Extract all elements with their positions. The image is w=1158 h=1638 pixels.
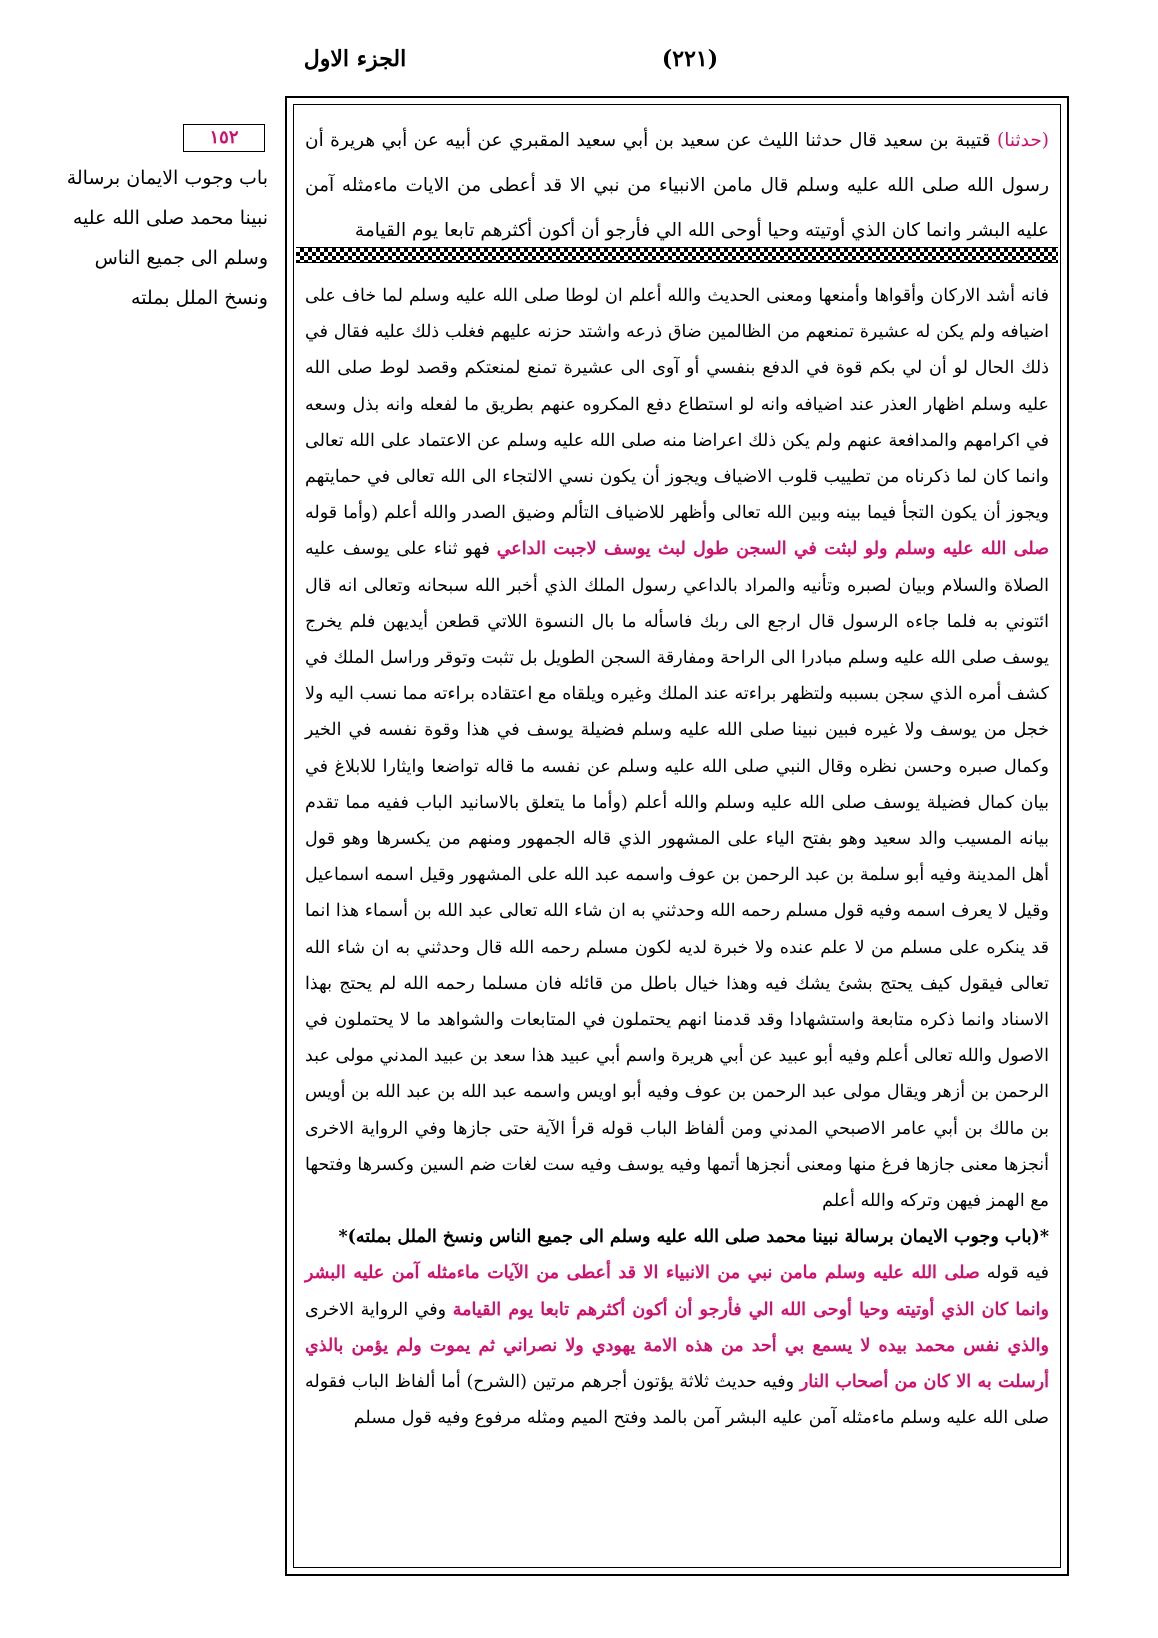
commentary-text-2: فهو ثناء على يوسف عليه الصلاة والسلام وبيان لصبره وتأنيه والمراد بالداعي رسول الملك الذي أخبر الله سبحانه وتعالى انه قال ائتوني به فلما جاءه الرسول قال ارجع الى ربك فاسأله ما بال النسوة اللاتي قطعن أيديهن فلم يخرج يوسف صلى الله عليه وسلم مبادرا الى الراحة ومفارقة السجن الطويل بل تثبت وتوقر وراسل الملك في كشف أمره الذي سجن بسببه ولتظهر براءته عند الملك وغيره ويلقاه مع اعتقاده براءته مما نسب اليه ولا خجل من يوسف ولا غيره فبين نبينا صلى الله عليه وسلم فضيلة يوسف في هذا وقوة نفسه في الخير وكمال صبره وحسن نظره وقال النبي صلى الله عليه وسلم عن نفسه ما قاله تواضعا وايثارا للابلاغ في بيان كمال فضيلة يوسف صلى الله عليه وسلم والله أعلم (وأما ما يتعلق بالاسانيد الباب ففيه مما تقدم بيانه المسيب والد سعيد وهو بفتح الياء على المشهور الذي قاله الجمهور ومنهم من يكسرها وهو قول أهل المدينة وفيه أبو سلمة بن عبد الرحمن بن عوف واسمه عبد الله على المشهور وقيل اسمه اسماعيل وقيل لا يعرف اسمه وفيه قول مسلم رحمه الله وحدثني به ان شاء الله تعالى عبد الله بن أسماء هذا انما قد ينكره على مسلم من لا علم عنده ولا خبرة لديه لكون مسلم رحمه الله قال وحدثني به ان شاء الله تعالى فيقول كيف يحتج بشئ يشك فيه وهذا خيال باطل من قائله فان مسلما رحمه الله لم يحتج بهذا الاسناد وانما ذكره متابعة واستشهادا وقد قدمنا انهم يحتملون في المتابعات والشواهد ما لا يحتملون في الاصول والله تعالى أعلم وفيه أبو عبيد عن أبي هريرة واسم أبي عبيد هذا سعد بن عبيد المدني مولى عبد الرحمن بن أزهر ويقال مولى عبد الرحمن بن عوف وفيه أبو اويس واسمه عبد الله بن عبد الله بن أويس بن مالك بن أبي عامر الاصبحي المدني ومن ألفاظ الباب قوله قرأ الآية حتى جازها وفي الرواية الاخرى أنجزها معنى جازها فرغ منها ومعنى أنجزها أتمها وفيه يوسف وفيه ست لغات ضم السين وكسرها وفتحها مع الهمز فيهن وتركه والله أعلم <box>305 539 1049 1212</box>
commentary-text-1: فانه أشد الاركان وأقواها وأمنعها ومعنى الحديث والله أعلم ان لوطا صلى الله عليه وسلم لما خاف على اضيافه ولم يكن له عشيرة تمنعهم من الظالمين ضاق ذرعه واشتد حزنه عليهم فغلب ذلك عليه فقال في ذلك الحال لو أن لي بكم قوة في الدفع بنفسي أو آوى الى عشيرة تمنع لمنعتكم وقصد لوط صلى الله عليه وسلم اظهار العذر عند اضيافه وانه لو استطاع دفع المكروه عنهم بطريق ما لفعله وانه بذل وسعه في اكرامهم والمدافعة عنهم ولم يكن ذلك اعراضا منه صلى الله عليه وسلم عن الاعتماد على الله تعالى وانما كان لما ذكرناه من تطييب قلوب الاضياف ويجوز أن يكون نسي الالتجاء الى الله تعالى في حمايتهم ويجوز أن يكون التجأ فيما بينه وبين الله تعالى وأظهر للاضياف التألم وضيق الصدر والله أعلم (وأما قوله <box>305 286 1049 524</box>
quote2-tail: وفي الرواية الاخرى <box>305 1299 447 1320</box>
marginal-chapter-title: باب وجوب الايمان برسالة نبينا محمد صلى الله عليه وسلم الى جميع الناس ونسخ الملل بملته <box>66 167 268 309</box>
checkered-divider <box>296 247 1058 263</box>
chapter-heading: *(باب وجوب الايمان برسالة نبينا محمد صلى الله عليه وسلم الى جميع الناس ونسخ الملل بملته)* <box>338 1227 1049 1248</box>
quote2-intro: قوله <box>986 1263 1019 1284</box>
commentary-text-3: وفيه حديث ثلاثة يؤتون أجرهم مرتين (الشرح) أما ألفاظ الباب فقوله صلى الله عليه وسلم ماءمثله آمن عليه البشر آمن بالمد وفتح الميم ومثله مرفوع وفيه قول مسلم <box>305 1372 1049 1429</box>
hadith-text: قتيبة بن سعيد قال حدثنا الليث عن سعيد بن أبي سعيد المقبري عن أبيه عن أبي هريرة أن رسول الله صلى الله عليه وسلم قال مامن الانبياء من نبي الا قد أعطى من الايات ماءمثله آمن عليه البشر وانما كان الذي أوتيته وحيا أوحى الله الي فأرجو أن أكون أكثرهم تابعا يوم القيامة <box>305 130 1049 241</box>
hadith-opening: (حدثنا) <box>997 130 1049 151</box>
commentary-paragraph <box>305 278 1049 1219</box>
quote-yusuf: صلى الله عليه وسلم ولو لبثت في السجن طول لبث يوسف لاجبت الداعي <box>496 539 1049 560</box>
quote-prophets: صلى الله عليه وسلم مامن نبي من الانبياء الا قد أعطى من الآيات ماءمثله آمن عليه البشر وانما كان الذي أوتيته وحيا أوحى الله الي فأرجو أن أكون أكثرهم تابعا يوم القيامة <box>305 1263 1049 1320</box>
marginal-number: ١٥٢ <box>183 124 265 152</box>
quote-oath: والذي نفس محمد بيده لا يسمع بي أحد من هذه الامة يهودي ولا نصراني ثم يموت ولم يؤمن بالذي أرسلت به الا كان من أصحاب النار <box>305 1335 1049 1393</box>
hadith-block <box>305 118 1049 253</box>
commentary-body <box>305 278 1049 1437</box>
commentary-paragraph-2 <box>305 1255 1049 1436</box>
page-number: (٢٢١) <box>661 46 719 72</box>
fihi-word: فيه <box>1025 1263 1049 1284</box>
hadith-paragraph <box>305 118 1049 253</box>
volume-label: الجزء الاول <box>303 46 407 72</box>
